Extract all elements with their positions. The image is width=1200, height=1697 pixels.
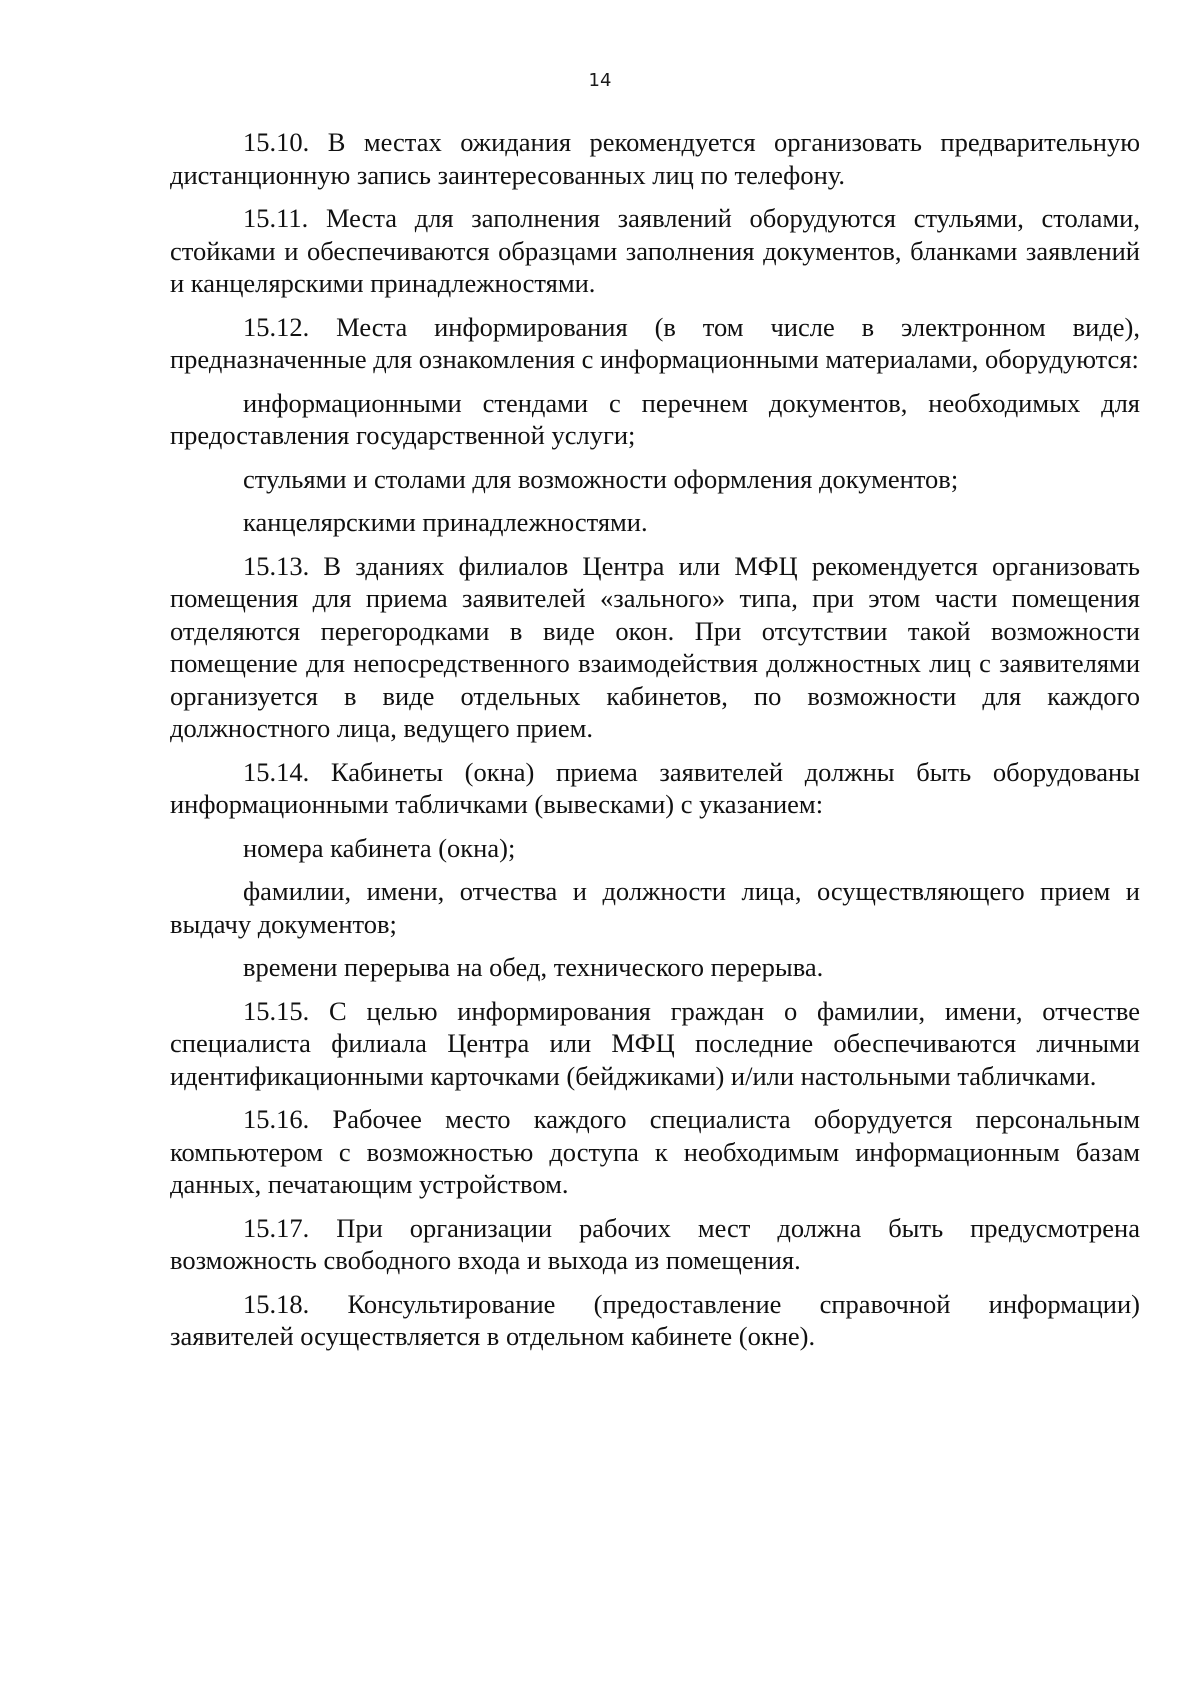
page-number: 14: [588, 70, 612, 91]
paragraph-15-10: 15.10. В местах ожидания рекомендуется организовать предварительную дистанционную запись заинтересованных лиц по телефону.: [170, 127, 1140, 190]
paragraph-15-18: 15.18. Консультирование (предоставление справочной информации) заявителей осуществляется в отдельном кабинете (окне).: [170, 1288, 1140, 1351]
paragraph-15-13: 15.13. В зданиях филиалов Центра или МФЦ рекомендуется организовать помещения для приема заявителей «зального» типа, при этом части помещения отделяются перегородками в виде окон. При отсутствии такой возможности помещение для непосредственного взаимодействия должностных лиц с заявителями организуется в виде отдельных кабинетов, по возможности для каждого должностного лица, ведущего прием.: [170, 550, 1140, 743]
list-item-info-stands: информационными стендами с перечнем документов, необходимых для предоставления государственной услуги;: [170, 387, 1140, 450]
list-item-staff-name: фамилии, имени, отчества и должности лица, осуществляющего прием и выдачу документов;: [170, 876, 1140, 939]
list-item-break-time: времени перерыва на обед, технического перерыва.: [243, 952, 824, 982]
list-item-office-number: номера кабинета (окна);: [243, 832, 516, 863]
paragraph-15-11: 15.11. Места для заполнения заявлений оборудуются стульями, столами, стойками и обеспечиваются образцами заполнения документов, бланками заявлений и канцелярскими принадлежностями.: [170, 203, 1140, 298]
paragraph-15-14: 15.14. Кабинеты (окна) приема заявителей должны быть оборудованы информационными табличками (вывесками) с указанием:: [170, 756, 1140, 819]
paragraph-15-15: 15.15. С целью информирования граждан о фамилии, имени, отчестве специалиста филиала Центра или МФЦ последние обеспечиваются личными идентификационными карточками (бейджиками) и/или настольными табличками.: [170, 995, 1140, 1091]
paragraph-15-12: 15.12. Места информирования (в том числе в электронном виде), предназначенные для ознакомления с информационными материалами, оборудуются:: [170, 311, 1140, 374]
document-body: [170, 126, 1140, 1364]
list-item-stationery: канцелярскими принадлежностями.: [243, 507, 648, 537]
paragraph-15-16: 15.16. Рабочее место каждого специалиста оборудуется персональным компьютером с возможностью доступа к необходимым информационным базам данных, печатающим устройством.: [170, 1104, 1140, 1199]
paragraph-15-17: 15.17. При организации рабочих мест должна быть предусмотрена возможность свободного входа и выхода из помещения.: [170, 1212, 1140, 1275]
list-item-chairs-tables: стульями и столами для возможности оформления документов;: [243, 463, 959, 494]
